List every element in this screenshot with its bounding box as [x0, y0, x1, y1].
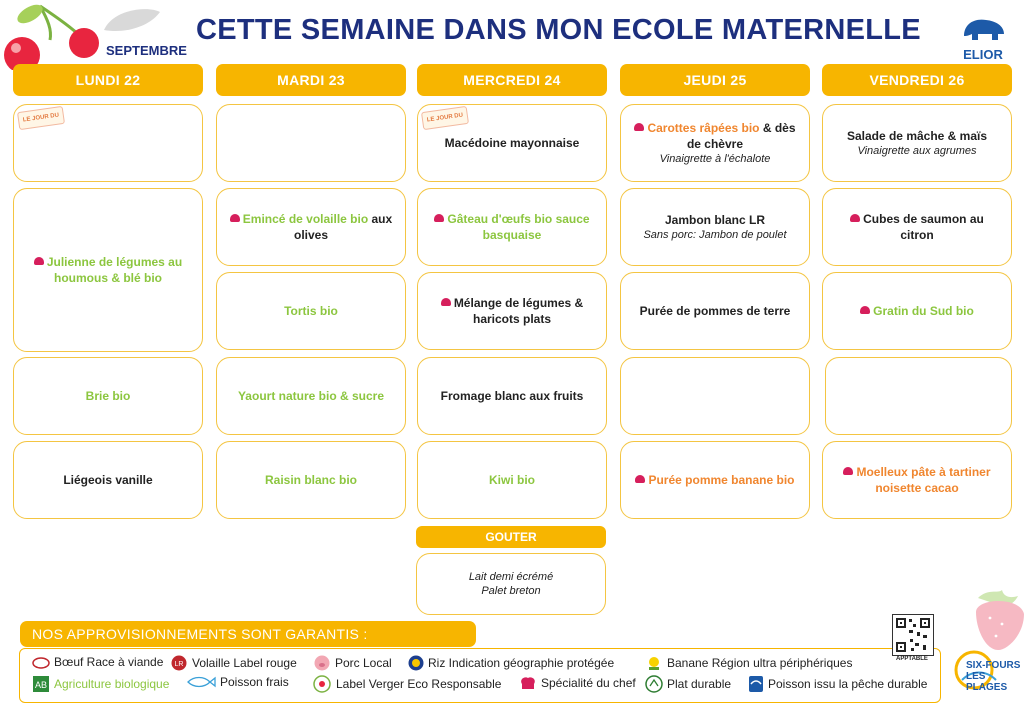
jeudi-starter-sub: Vinaigrette à l'échalote [659, 153, 771, 165]
gouter-header: GOUTER [416, 526, 606, 548]
day-header-mardi: MARDI 23 [216, 64, 406, 96]
vendredi-side: Gratin du Sud bio [873, 304, 974, 318]
jeudi-starter-rest: & dès de chèvre [686, 121, 796, 151]
legend-item-boeuf: Bœuf Race à viande [32, 655, 163, 669]
legend-item-banane: Banane Région ultra périphériques [645, 655, 852, 671]
legend-item-chef: Spécialité du chef [519, 675, 636, 691]
month-label: SEPTEMBRE [106, 43, 187, 58]
mardi-main: Emincé de volaille bio [242, 212, 369, 226]
jeudi-main-cell [620, 188, 810, 266]
lundi-main-cell [13, 188, 203, 352]
mardi-side-cell [216, 272, 406, 350]
mardi-dairy-cell [216, 357, 406, 435]
jeudi-main-sub: Sans porc: Jambon de poulet [643, 229, 787, 241]
gouter-line1: Lait demi écrémé [468, 571, 554, 583]
mardi-starter-cell [216, 104, 406, 182]
gouter-cell [416, 553, 606, 615]
legend-item-porc: Porc Local [313, 655, 392, 671]
plate-icon [645, 675, 663, 693]
chef-hat-icon [230, 214, 240, 222]
chef-hat-icon [843, 467, 853, 475]
mercredi-starter-cell [417, 104, 607, 182]
qr-caption: APPTABLE [896, 656, 928, 662]
svg-text:AB: AB [34, 680, 48, 690]
vendredi-main-cell [822, 188, 1012, 266]
legend-item-volaille: LR Volaille Label rouge [170, 655, 297, 671]
day-header-mercredi: MERCREDI 24 [417, 64, 607, 96]
brand-name: ELIOR [963, 47, 1003, 62]
lundi-starter-cell [13, 104, 203, 182]
msc-icon [748, 675, 764, 693]
vendredi-dessert-cell [822, 441, 1012, 519]
mercredi-main-cell [417, 188, 607, 266]
svg-text:LR: LR [174, 661, 184, 668]
lundi-dessert: Liégeois vanille [63, 473, 153, 487]
lundi-dessert-cell [13, 441, 203, 519]
legend-title: NOS APPROVISIONNEMENTS SONT GARANTIS : [20, 621, 476, 647]
page-title: CETTE SEMAINE DANS MON ECOLE MATERNELLE [196, 14, 921, 46]
chef-hat-icon [441, 298, 451, 306]
chef-hat-icon [34, 257, 44, 265]
vendredi-dessert: Moelleux pâte à tartiner noisette cacao [856, 465, 991, 495]
mardi-main-rest: aux olives [293, 212, 393, 242]
town-logo [952, 640, 1022, 704]
cow-icon [32, 655, 50, 669]
jour-du-stamp: LE JOUR DU [421, 106, 469, 130]
chef-hat-icon [860, 306, 870, 314]
cherries-illustration [0, 0, 170, 70]
qr-code[interactable] [892, 614, 934, 656]
vendredi-side-cell [822, 272, 1012, 350]
banana-icon [645, 655, 663, 671]
jeudi-dessert: Purée pomme banane bio [648, 473, 795, 487]
pig-icon [313, 655, 331, 671]
chef-hat-icon [634, 123, 644, 131]
vendredi-starter-sub: Vinaigrette aux agrumes [857, 145, 977, 157]
mardi-side: Tortis bio [284, 304, 338, 318]
bison-icon [958, 14, 1008, 44]
jour-du-stamp: LE JOUR DU [17, 106, 65, 130]
legend-item-poisson-frais: Poisson frais [186, 675, 289, 689]
jeudi-starter: Carottes râpées bio [647, 121, 760, 135]
mercredi-dessert: Kiwi bio [489, 473, 535, 487]
mardi-dairy: Yaourt nature bio & sucre [237, 389, 385, 403]
mercredi-side-cell [417, 272, 607, 350]
mercredi-main: Gâteau d'œufs bio sauce basquaise [447, 212, 590, 242]
mercredi-dairy-cell [417, 357, 607, 435]
label-rouge-icon [170, 655, 188, 671]
legend-item-peche-durable: Poisson issu la pêche durable [748, 675, 927, 693]
mardi-dessert: Raisin blanc bio [264, 473, 357, 487]
chef-hat-icon [519, 675, 537, 691]
jeudi-side: Purée de pommes de terre [639, 304, 791, 318]
vendredi-starter-cell [822, 104, 1012, 182]
day-header-lundi: LUNDI 22 [13, 64, 203, 96]
jeudi-starter-cell [620, 104, 810, 182]
chef-hat-icon [434, 214, 444, 222]
legend-item-plat-durable: Plat durable [645, 675, 731, 693]
vendredi-dairy-cell [825, 357, 1012, 435]
jeudi-main: Jambon blanc LR [664, 213, 765, 227]
legend-item-riz: Riz Indication géographie protégée [408, 655, 614, 671]
gouter-line2: Palet breton [481, 585, 541, 597]
jeudi-dairy-cell [620, 357, 810, 435]
mercredi-dairy: Fromage blanc aux fruits [440, 389, 584, 403]
chef-hat-icon [635, 475, 645, 483]
ab-bio-icon [32, 675, 50, 693]
verger-icon [312, 675, 332, 693]
fish-icon [186, 675, 216, 689]
jeudi-dessert-cell [620, 441, 810, 519]
lundi-main: Julienne de légumes au houmous & blé bio [46, 255, 183, 285]
mercredi-side: Mélange de légumes & haricots plats [453, 296, 584, 326]
legend-item-verger: Label Verger Eco Responsable [312, 675, 501, 693]
vendredi-starter: Salade de mâche & maïs [846, 129, 988, 143]
mardi-dessert-cell [216, 441, 406, 519]
chef-hat-icon [850, 214, 860, 222]
vendredi-main: Cubes de saumon au citron [863, 212, 984, 242]
town-name: SIX-FOURS LES PLAGES [966, 660, 1021, 693]
legend-item-bio: AB Agriculture biologique [32, 675, 169, 693]
lundi-dairy: Brie bio [85, 389, 131, 403]
mercredi-starter: Macédoine mayonnaise [444, 136, 580, 150]
qr-code-icon [893, 615, 933, 655]
mardi-main-cell [216, 188, 406, 266]
mercredi-dessert-cell [417, 441, 607, 519]
igp-icon [408, 655, 424, 671]
elior-logo [958, 14, 1008, 62]
day-header-jeudi: JEUDI 25 [620, 64, 810, 96]
lundi-dairy-cell [13, 357, 203, 435]
day-header-vendredi: VENDREDI 26 [822, 64, 1012, 96]
jeudi-side-cell [620, 272, 810, 350]
